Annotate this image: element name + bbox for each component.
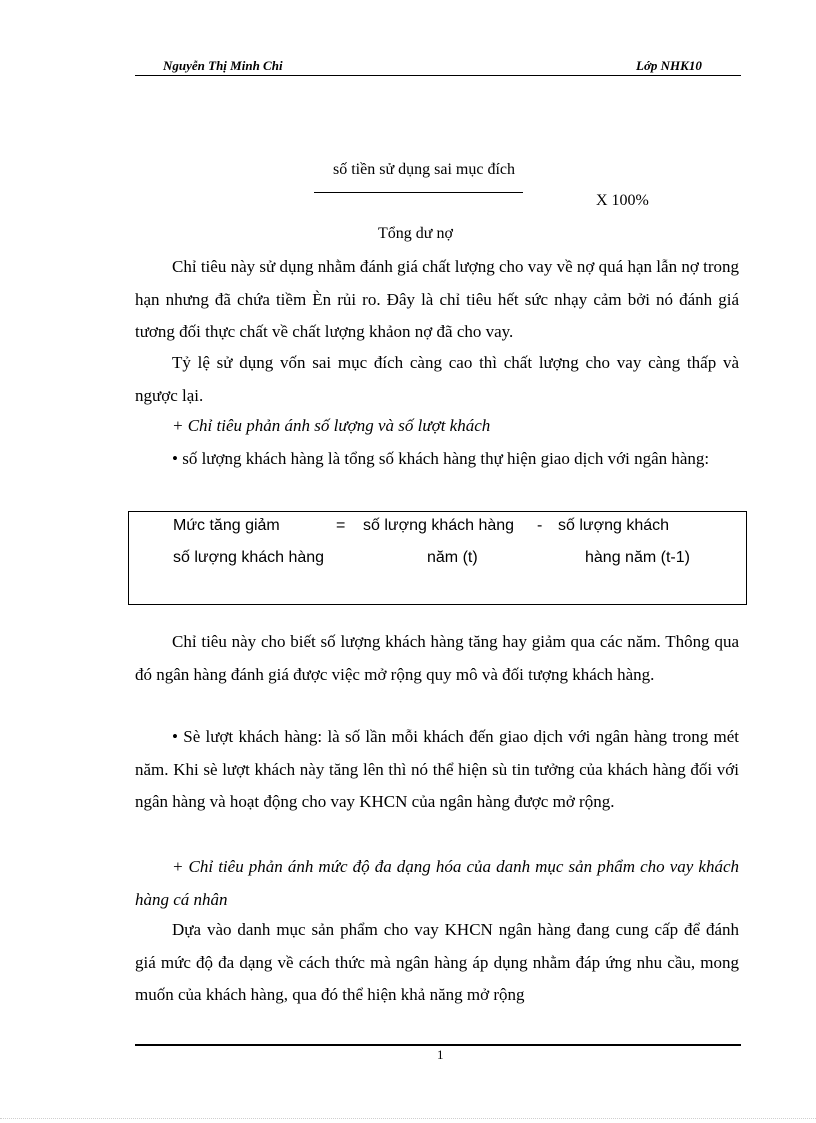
fraction-bar (314, 192, 523, 193)
formula-box (128, 511, 747, 605)
formula-equals: = (336, 517, 346, 534)
section-heading-diversity: + Chỉ tiêu phản ánh mức độ đa dạng hóa của danh mục sản phẩm cho vay khách hàng cá nhân (135, 857, 739, 909)
formula-label-line1: Mức tăng giảm (173, 517, 280, 534)
paragraph-4: Dựa vào danh mục sản phẩm cho vay KHCN ngân hàng đang cung cấp để đánh giá mức độ đa dạng về cách thức mà ngân hàng áp dụng nhằm đáp ứng nhu cầu, mong muốn của khách hàng, qua đó thể hiện khả năng mở rộng (135, 920, 739, 1004)
formula-term2-line1: số lượng khách (558, 517, 670, 534)
footer-divider (135, 1044, 741, 1046)
header-class: Lớp NHK10 (636, 58, 702, 73)
section-heading-customers: + Chỉ tiêu phản ánh số lượng và số lượt khách (172, 416, 491, 435)
paragraph-3: Chỉ tiêu này cho biết số lượng khách hàng tăng hay giảm qua các năm. Thông qua đó ngân hàng đánh giá được việc mở rộng quy mô và đối tượng khách hàng. (135, 632, 739, 684)
formula-term1-line1: số lượng khách hàng (363, 517, 515, 534)
formula-numerator: số tiền sử dụng sai mục đích (333, 161, 515, 178)
paragraph-bullet-visits: • Sè lượt khách hàng: là số lần mỗi khách đến giao dịch với ngân hàng trong mét năm. Khi sè lượt khách này tăng lên thì nó thể hiện sù tin tưởng của khách hàng đối với ngân hàng và hoạt động cho vay KHCN của ngân hàng được mở rộng. (135, 727, 739, 811)
formula-term1-line2: năm (t) (427, 549, 478, 566)
formula-denominator: Tổng dư nợ (378, 225, 453, 242)
header-author: Nguyễn Thị Minh Chi (163, 58, 283, 73)
paragraph-2: Tỷ lệ sử dụng vốn sai mục đích càng cao thì chất lượng cho vay càng thấp và ngược lại. (135, 353, 739, 405)
formula-term2-line2: hàng năm (t-1) (585, 549, 690, 566)
paragraph-bullet-customer-count: • số lượng khách hàng là tổng số khách hàng thự hiện giao dịch với ngân hàng: (172, 449, 710, 468)
paragraph-1: Chỉ tiêu này sử dụng nhằm đánh giá chất lượng cho vay về nợ quá hạn lẫn nợ trong hạn nhưng đã chứa tiềm Èn rủi ro. Đây là chỉ tiêu hết sức nhạy cảm bởi nó đánh giá tương đối thực chất về chất lượng khảon nợ đã cho vay. (135, 257, 739, 341)
formula-label-line2: số lượng khách hàng (173, 549, 325, 566)
formula-multiplier: X 100% (596, 192, 649, 209)
formula-minus: - (537, 517, 543, 534)
page-bottom-dotted-line (0, 1118, 816, 1119)
header-divider (135, 75, 741, 76)
page-number: 1 (437, 1047, 444, 1062)
